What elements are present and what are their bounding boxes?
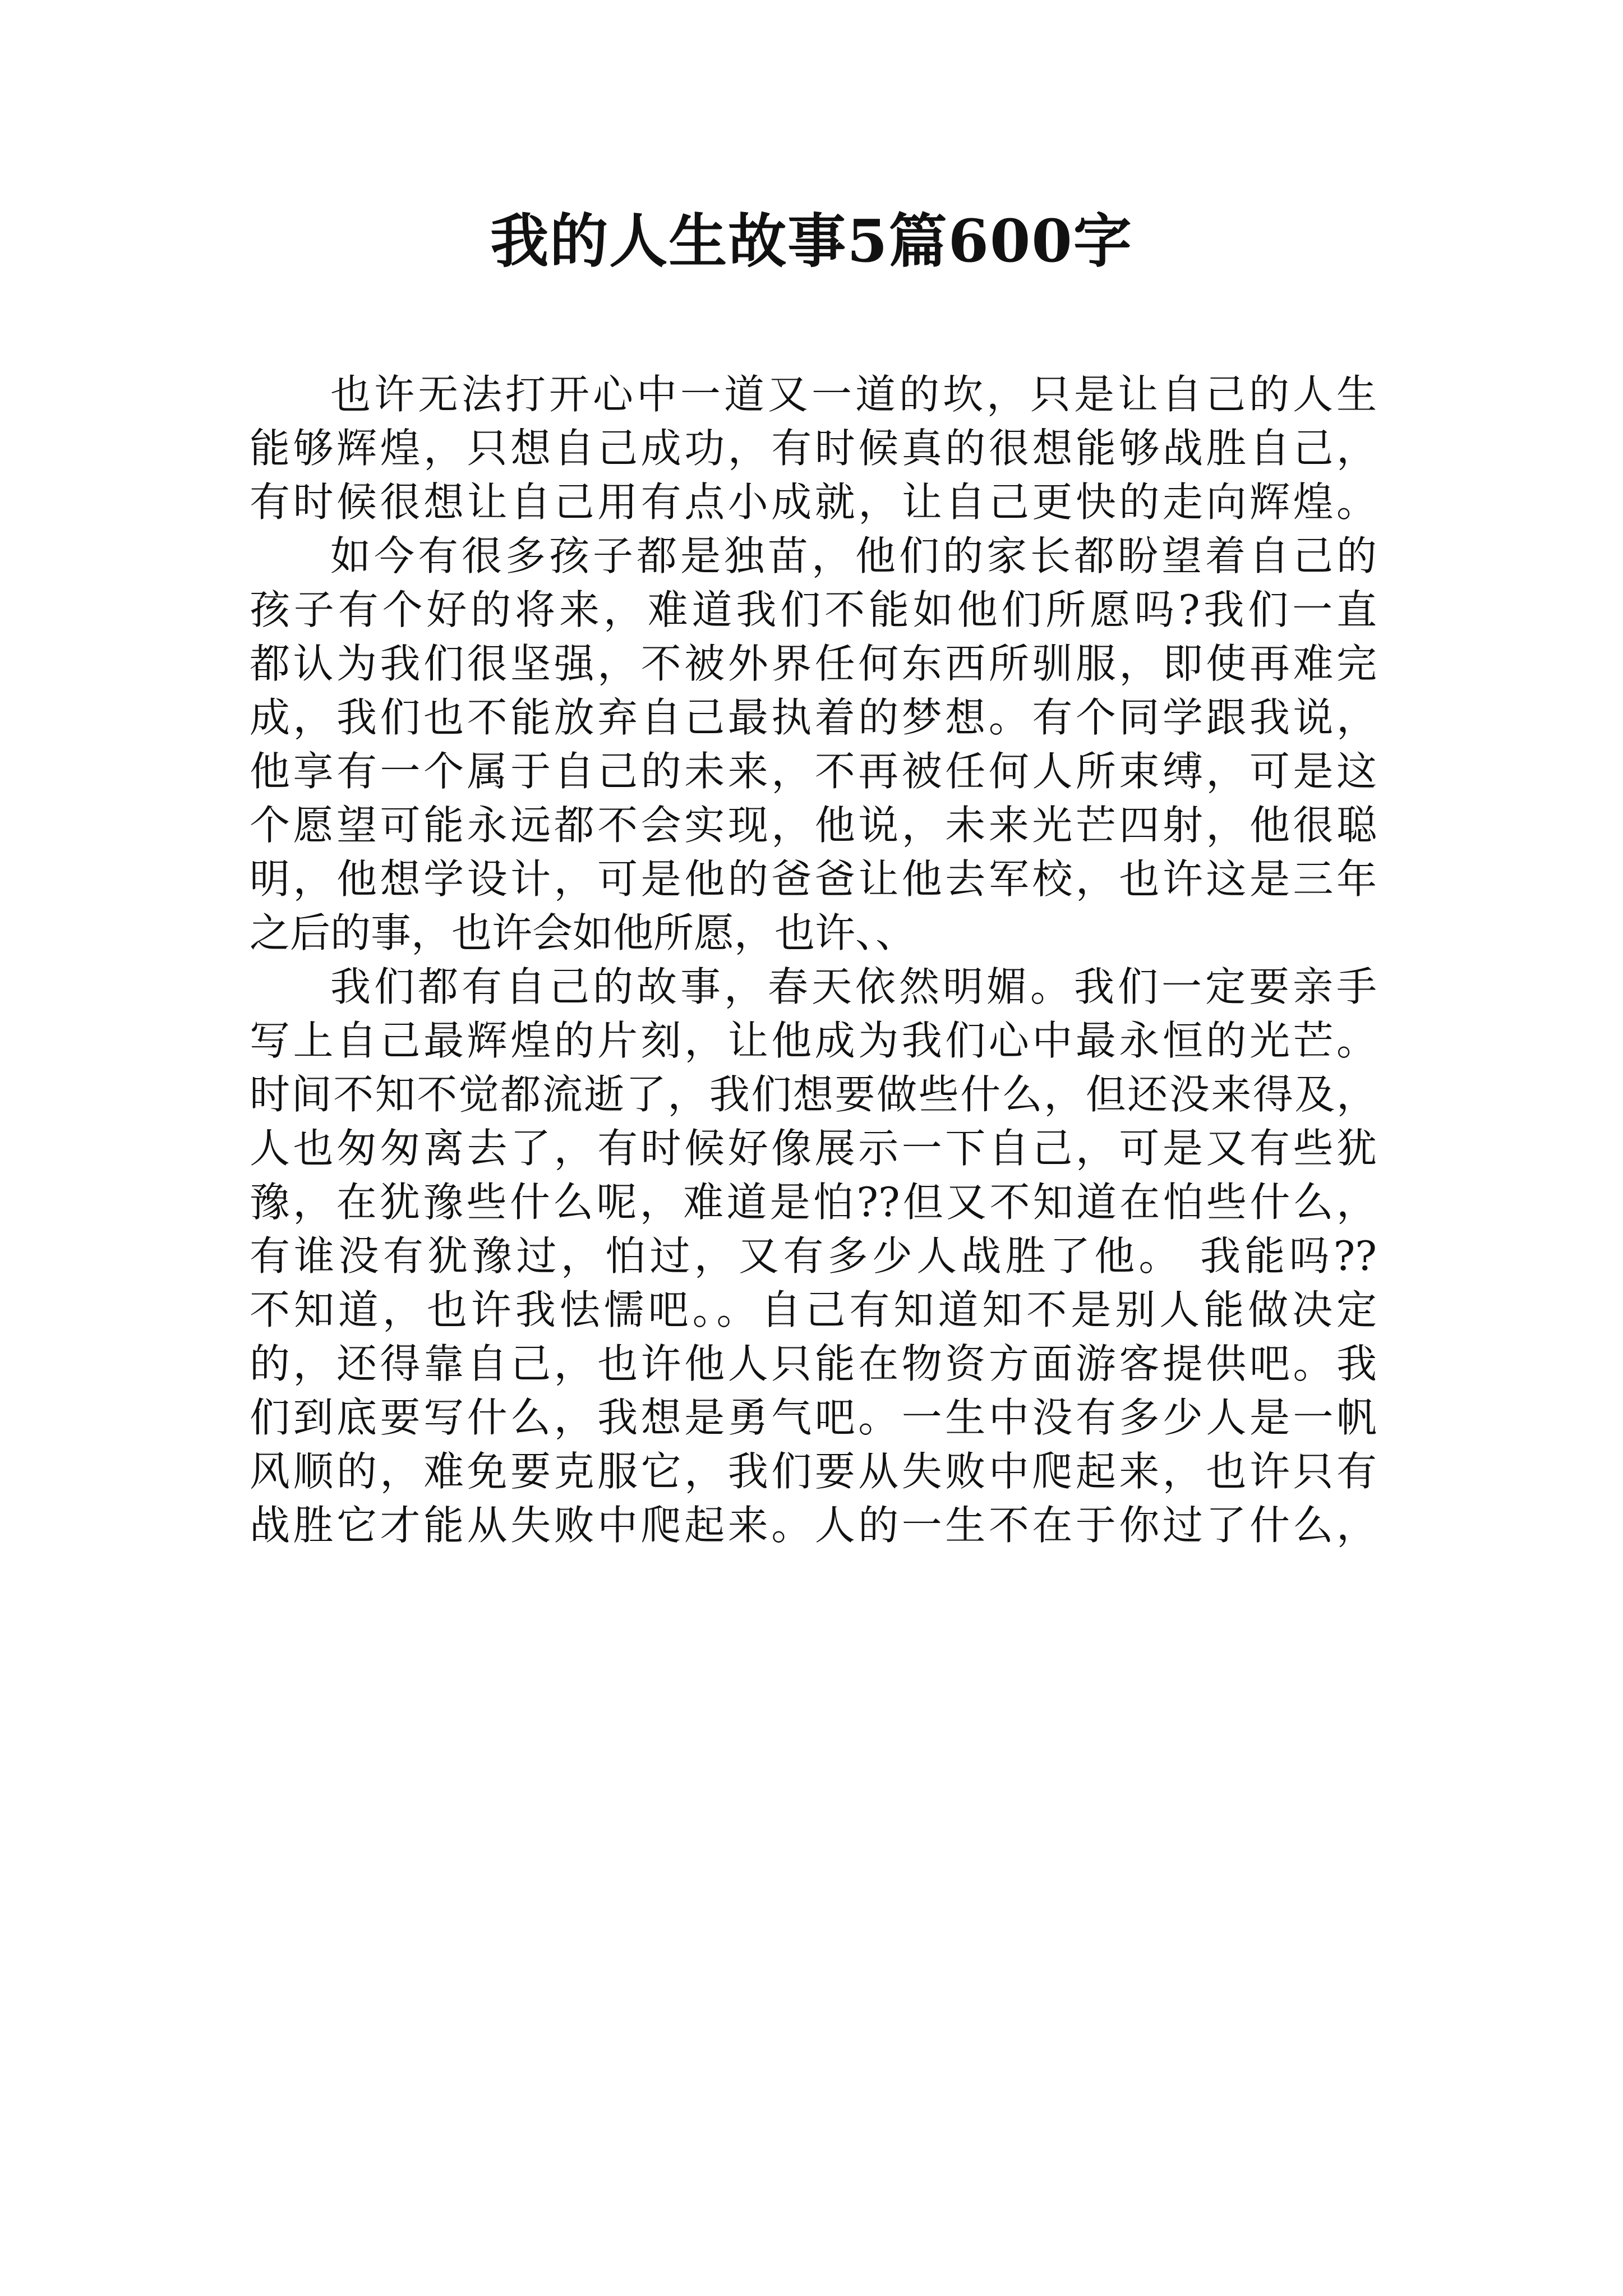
text-line: 写上自己最辉煌的片刻，让他成为我们心中最永恒的光芒。 xyxy=(250,1017,1377,1064)
text-line: 都认为我们很坚强，不被外界任何东西所驯服，即使再难完 xyxy=(250,640,1377,687)
text-line: 战胜它才能从失败中爬起来。人的一生不在于你过了什么， xyxy=(250,1502,1377,1549)
text-line: 豫，在犹豫些什么呢，难道是怕??但又不知道在怕些什么， xyxy=(250,1179,1377,1226)
text-line: 他享有一个属于自己的未来，不再被任何人所束缚，可是这 xyxy=(250,748,1377,795)
text-line: 们到底要写什么，我想是勇气吧。一生中没有多少人是一帆 xyxy=(250,1394,1377,1441)
text-line: 个愿望可能永远都不会实现，他说，未来光芒四射，他很聪 xyxy=(250,802,1377,849)
text-line: 也许无法打开心中一道又一道的坎，只是让自己的人生 xyxy=(330,371,1377,418)
text-line: 我们都有自己的故事，春天依然明媚。我们一定要亲手 xyxy=(330,963,1377,1010)
text-line: 孩子有个好的将来，难道我们不能如他们所愿吗?我们一直 xyxy=(250,586,1377,633)
text-line: 明，他想学设计，可是他的爸爸让他去军校，也许这是三年 xyxy=(250,855,1377,903)
text-line: 之后的事，也许会如他所愿，也许、、 xyxy=(250,909,916,956)
document-body xyxy=(250,367,1377,1552)
document-title: 我的人生故事5篇600字 xyxy=(490,206,1133,275)
text-line: 人也匆匆离去了，有时候好像展示一下自己，可是又有些犹 xyxy=(250,1125,1377,1172)
text-line: 成，我们也不能放弃自己最执着的梦想。有个同学跟我说， xyxy=(250,694,1377,741)
text-line: 能够辉煌，只想自己成功，有时候真的很想能够战胜自己， xyxy=(250,425,1377,472)
text-line: 时间不知不觉都流逝了，我们想要做些什么，但还没来得及， xyxy=(250,1071,1377,1118)
text-line: 有谁没有犹豫过，怕过，又有多少人战胜了他。 我能吗?? xyxy=(250,1232,1377,1280)
text-line: 不知道，也许我怯懦吧。。自己有知道知不是别人能做决定 xyxy=(250,1286,1377,1333)
text-line: 风顺的，难免要克服它，我们要从失败中爬起来，也许只有 xyxy=(250,1448,1377,1495)
text-line: 有时候很想让自己用有点小成就，让自己更快的走向辉煌。 xyxy=(250,478,1377,526)
text-line: 如今有很多孩子都是独苗，他们的家长都盼望着自己的 xyxy=(330,532,1377,579)
text-line: 的，还得靠自己，也许他人只能在物资方面游客提供吧。我 xyxy=(250,1340,1377,1387)
